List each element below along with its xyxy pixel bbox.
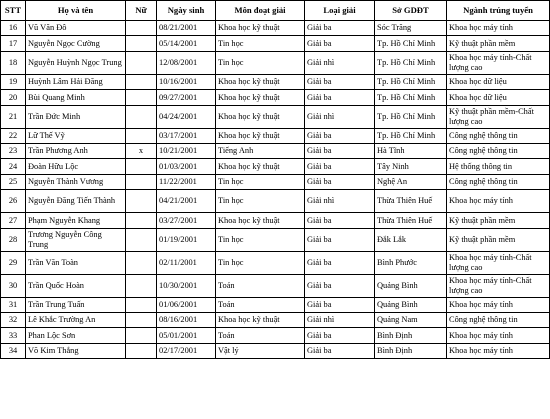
cell-department: Quảng Nam bbox=[375, 312, 447, 327]
cell-name: Bùi Quang Minh bbox=[26, 90, 126, 105]
cell-major: Công nghệ thông tin bbox=[447, 174, 550, 189]
cell-dob: 01/19/2001 bbox=[157, 228, 216, 251]
cell-subject: Vật lý bbox=[216, 343, 305, 358]
table-row bbox=[1, 251, 550, 274]
cell-prize: Giải nhì bbox=[305, 312, 375, 327]
cell-name: Đoàn Hữu Lộc bbox=[26, 159, 126, 174]
cell-major: Khoa học dữ liệu bbox=[447, 90, 550, 105]
cell-female bbox=[126, 343, 157, 358]
cell-dob: 04/24/2001 bbox=[157, 105, 216, 128]
cell-department: Thừa Thiên Huế bbox=[375, 190, 447, 213]
cell-female bbox=[126, 51, 157, 74]
cell-female bbox=[126, 297, 157, 312]
cell-department: Quảng Bình bbox=[375, 297, 447, 312]
cell-female bbox=[126, 105, 157, 128]
cell-stt: 29 bbox=[1, 251, 26, 274]
cell-subject: Khoa học kỹ thuật bbox=[216, 105, 305, 128]
table-row bbox=[1, 213, 550, 228]
table-row bbox=[1, 143, 550, 158]
cell-female bbox=[126, 328, 157, 343]
cell-female bbox=[126, 21, 157, 36]
cell-major: Khoa học máy tính bbox=[447, 21, 550, 36]
table-row bbox=[1, 174, 550, 189]
header-major: Ngành trúng tuyển bbox=[447, 1, 550, 21]
cell-name: Trần Văn Toàn bbox=[26, 251, 126, 274]
table-row bbox=[1, 36, 550, 51]
cell-stt: 27 bbox=[1, 213, 26, 228]
cell-subject: Toán bbox=[216, 274, 305, 297]
cell-prize: Giải ba bbox=[305, 159, 375, 174]
cell-subject: Tin học bbox=[216, 228, 305, 251]
cell-department: Tp. Hồ Chí Minh bbox=[375, 51, 447, 74]
cell-female bbox=[126, 74, 157, 89]
cell-department: Tp. Hồ Chí Minh bbox=[375, 90, 447, 105]
cell-department: Tp. Hồ Chí Minh bbox=[375, 105, 447, 128]
cell-dob: 03/17/2001 bbox=[157, 128, 216, 143]
cell-subject: Khoa học kỹ thuật bbox=[216, 21, 305, 36]
cell-prize: Giải ba bbox=[305, 143, 375, 158]
cell-major: Khoa học máy tính-Chất lượng cao bbox=[447, 274, 550, 297]
cell-subject: Toán bbox=[216, 297, 305, 312]
header-stt: STT bbox=[1, 1, 26, 21]
cell-subject: Tiếng Anh bbox=[216, 143, 305, 158]
table-row bbox=[1, 343, 550, 358]
cell-major: Khoa học máy tính bbox=[447, 297, 550, 312]
cell-stt: 26 bbox=[1, 190, 26, 213]
cell-major: Kỹ thuật phần mềm-Chất lượng cao bbox=[447, 105, 550, 128]
cell-major: Kỹ thuật phần mềm bbox=[447, 213, 550, 228]
cell-name: Lê Khắc Trường An bbox=[26, 312, 126, 327]
cell-department: Quảng Bình bbox=[375, 274, 447, 297]
cell-department: Tp. Hồ Chí Minh bbox=[375, 36, 447, 51]
cell-department: Bình Định bbox=[375, 328, 447, 343]
cell-female bbox=[126, 159, 157, 174]
cell-department: Tây Ninh bbox=[375, 159, 447, 174]
cell-department: Tp. Hồ Chí Minh bbox=[375, 74, 447, 89]
cell-department: Bình Phước bbox=[375, 251, 447, 274]
header-prize: Loại giải bbox=[305, 1, 375, 21]
cell-name: Lữ Thế Vỹ bbox=[26, 128, 126, 143]
cell-dob: 10/30/2001 bbox=[157, 274, 216, 297]
cell-department: Đắk Lắk bbox=[375, 228, 447, 251]
cell-female bbox=[126, 128, 157, 143]
cell-name: Phạm Nguyễn Khang bbox=[26, 213, 126, 228]
table-row bbox=[1, 51, 550, 74]
table-row bbox=[1, 297, 550, 312]
cell-department: Thừa Thiên Huế bbox=[375, 213, 447, 228]
cell-major: Công nghệ thông tin bbox=[447, 128, 550, 143]
cell-name: Trần Đức Minh bbox=[26, 105, 126, 128]
cell-dob: 02/17/2001 bbox=[157, 343, 216, 358]
table-row bbox=[1, 74, 550, 89]
table-row bbox=[1, 105, 550, 128]
cell-female bbox=[126, 251, 157, 274]
cell-stt: 23 bbox=[1, 143, 26, 158]
cell-dob: 08/16/2001 bbox=[157, 312, 216, 327]
cell-female bbox=[126, 312, 157, 327]
cell-dob: 10/21/2001 bbox=[157, 143, 216, 158]
cell-subject: Khoa học kỹ thuật bbox=[216, 213, 305, 228]
cell-prize: Giải ba bbox=[305, 128, 375, 143]
cell-name: Trần Quốc Hoàn bbox=[26, 274, 126, 297]
table-row bbox=[1, 90, 550, 105]
header-department: Sở GDĐT bbox=[375, 1, 447, 21]
cell-major: Khoa học máy tính-Chất lượng cao bbox=[447, 251, 550, 274]
cell-stt: 34 bbox=[1, 343, 26, 358]
cell-prize: Giải nhì bbox=[305, 190, 375, 213]
cell-female bbox=[126, 90, 157, 105]
cell-prize: Giải ba bbox=[305, 343, 375, 358]
cell-stt: 21 bbox=[1, 105, 26, 128]
cell-prize: Giải ba bbox=[305, 213, 375, 228]
cell-subject: Tin học bbox=[216, 174, 305, 189]
cell-dob: 05/14/2001 bbox=[157, 36, 216, 51]
cell-stt: 32 bbox=[1, 312, 26, 327]
cell-stt: 30 bbox=[1, 274, 26, 297]
cell-subject: Tin học bbox=[216, 190, 305, 213]
header-name: Họ và tên bbox=[26, 1, 126, 21]
cell-subject: Tin học bbox=[216, 36, 305, 51]
cell-female: x bbox=[126, 143, 157, 158]
cell-prize: Giải ba bbox=[305, 328, 375, 343]
table-row bbox=[1, 159, 550, 174]
cell-major: Khoa học dữ liệu bbox=[447, 74, 550, 89]
cell-department: Tp. Hồ Chí Minh bbox=[375, 128, 447, 143]
cell-prize: Giải ba bbox=[305, 90, 375, 105]
cell-stt: 16 bbox=[1, 21, 26, 36]
cell-name: Nguyễn Ngọc Cường bbox=[26, 36, 126, 51]
cell-major: Hệ thống thông tin bbox=[447, 159, 550, 174]
cell-stt: 31 bbox=[1, 297, 26, 312]
cell-female bbox=[126, 274, 157, 297]
table-row bbox=[1, 21, 550, 36]
table-row bbox=[1, 228, 550, 251]
cell-prize: Giải ba bbox=[305, 174, 375, 189]
cell-stt: 25 bbox=[1, 174, 26, 189]
cell-female bbox=[126, 36, 157, 51]
cell-stt: 20 bbox=[1, 90, 26, 105]
cell-department: Bình Định bbox=[375, 343, 447, 358]
cell-prize: Giải nhì bbox=[305, 51, 375, 74]
cell-dob: 01/03/2001 bbox=[157, 159, 216, 174]
cell-subject: Khoa học kỹ thuật bbox=[216, 159, 305, 174]
cell-major: Khoa học máy tính bbox=[447, 343, 550, 358]
table-row bbox=[1, 328, 550, 343]
cell-name: Nguyễn Thành Vương bbox=[26, 174, 126, 189]
cell-dob: 10/16/2001 bbox=[157, 74, 216, 89]
header-row bbox=[1, 1, 550, 21]
cell-stt: 24 bbox=[1, 159, 26, 174]
cell-dob: 02/11/2001 bbox=[157, 251, 216, 274]
cell-name: Phan Lộc Sơn bbox=[26, 328, 126, 343]
cell-stt: 18 bbox=[1, 51, 26, 74]
cell-subject: Khoa học kỹ thuật bbox=[216, 74, 305, 89]
cell-major: Khoa học máy tính-Chất lượng cao bbox=[447, 51, 550, 74]
cell-prize: Giải ba bbox=[305, 74, 375, 89]
cell-subject: Khoa học kỹ thuật bbox=[216, 90, 305, 105]
cell-major: Kỹ thuật phần mềm bbox=[447, 228, 550, 251]
cell-department: Nghệ An bbox=[375, 174, 447, 189]
cell-name: Võ Kim Thắng bbox=[26, 343, 126, 358]
cell-subject: Khoa học kỹ thuật bbox=[216, 128, 305, 143]
cell-major: Công nghệ thông tin bbox=[447, 312, 550, 327]
cell-name: Vũ Văn Đô bbox=[26, 21, 126, 36]
cell-name: Nguyễn Đăng Tiến Thành bbox=[26, 190, 126, 213]
cell-female bbox=[126, 228, 157, 251]
cell-dob: 09/27/2001 bbox=[157, 90, 216, 105]
table-row bbox=[1, 274, 550, 297]
cell-dob: 11/22/2001 bbox=[157, 174, 216, 189]
table-row bbox=[1, 312, 550, 327]
cell-female bbox=[126, 190, 157, 213]
header-dob: Ngày sinh bbox=[157, 1, 216, 21]
cell-subject: Toán bbox=[216, 328, 305, 343]
cell-dob: 03/27/2001 bbox=[157, 213, 216, 228]
cell-major: Công nghệ thông tin bbox=[447, 143, 550, 158]
cell-name: Nguyễn Huỳnh Ngọc Trung bbox=[26, 51, 126, 74]
cell-stt: 28 bbox=[1, 228, 26, 251]
cell-stt: 19 bbox=[1, 74, 26, 89]
cell-dob: 01/06/2001 bbox=[157, 297, 216, 312]
cell-major: Kỹ thuật phần mềm bbox=[447, 36, 550, 51]
cell-female bbox=[126, 174, 157, 189]
cell-department: Sóc Trăng bbox=[375, 21, 447, 36]
cell-prize: Giải ba bbox=[305, 36, 375, 51]
cell-name: Huỳnh Lâm Hải Đăng bbox=[26, 74, 126, 89]
cell-prize: Giải ba bbox=[305, 21, 375, 36]
cell-dob: 05/01/2001 bbox=[157, 328, 216, 343]
cell-female bbox=[126, 213, 157, 228]
cell-subject: Tin học bbox=[216, 251, 305, 274]
cell-prize: Giải nhì bbox=[305, 105, 375, 128]
cell-dob: 04/21/2001 bbox=[157, 190, 216, 213]
cell-subject: Tin học bbox=[216, 51, 305, 74]
cell-stt: 33 bbox=[1, 328, 26, 343]
cell-prize: Giải ba bbox=[305, 297, 375, 312]
table-row bbox=[1, 128, 550, 143]
cell-department: Hà Tĩnh bbox=[375, 143, 447, 158]
table-body bbox=[1, 21, 550, 359]
cell-name: Trần Trung Tuấn bbox=[26, 297, 126, 312]
table-row bbox=[1, 190, 550, 213]
cell-prize: Giải ba bbox=[305, 228, 375, 251]
cell-major: Khoa học máy tính bbox=[447, 190, 550, 213]
cell-major: Khoa học máy tính bbox=[447, 328, 550, 343]
cell-stt: 17 bbox=[1, 36, 26, 51]
cell-stt: 22 bbox=[1, 128, 26, 143]
cell-subject: Khoa học kỹ thuật bbox=[216, 312, 305, 327]
cell-dob: 08/21/2001 bbox=[157, 21, 216, 36]
header-subject: Môn đoạt giải bbox=[216, 1, 305, 21]
cell-name: Trương Nguyễn Công Trung bbox=[26, 228, 126, 251]
cell-name: Trần Phương Anh bbox=[26, 143, 126, 158]
header-female: Nữ bbox=[126, 1, 157, 21]
cell-prize: Giải ba bbox=[305, 274, 375, 297]
cell-prize: Giải ba bbox=[305, 251, 375, 274]
cell-dob: 12/08/2001 bbox=[157, 51, 216, 74]
